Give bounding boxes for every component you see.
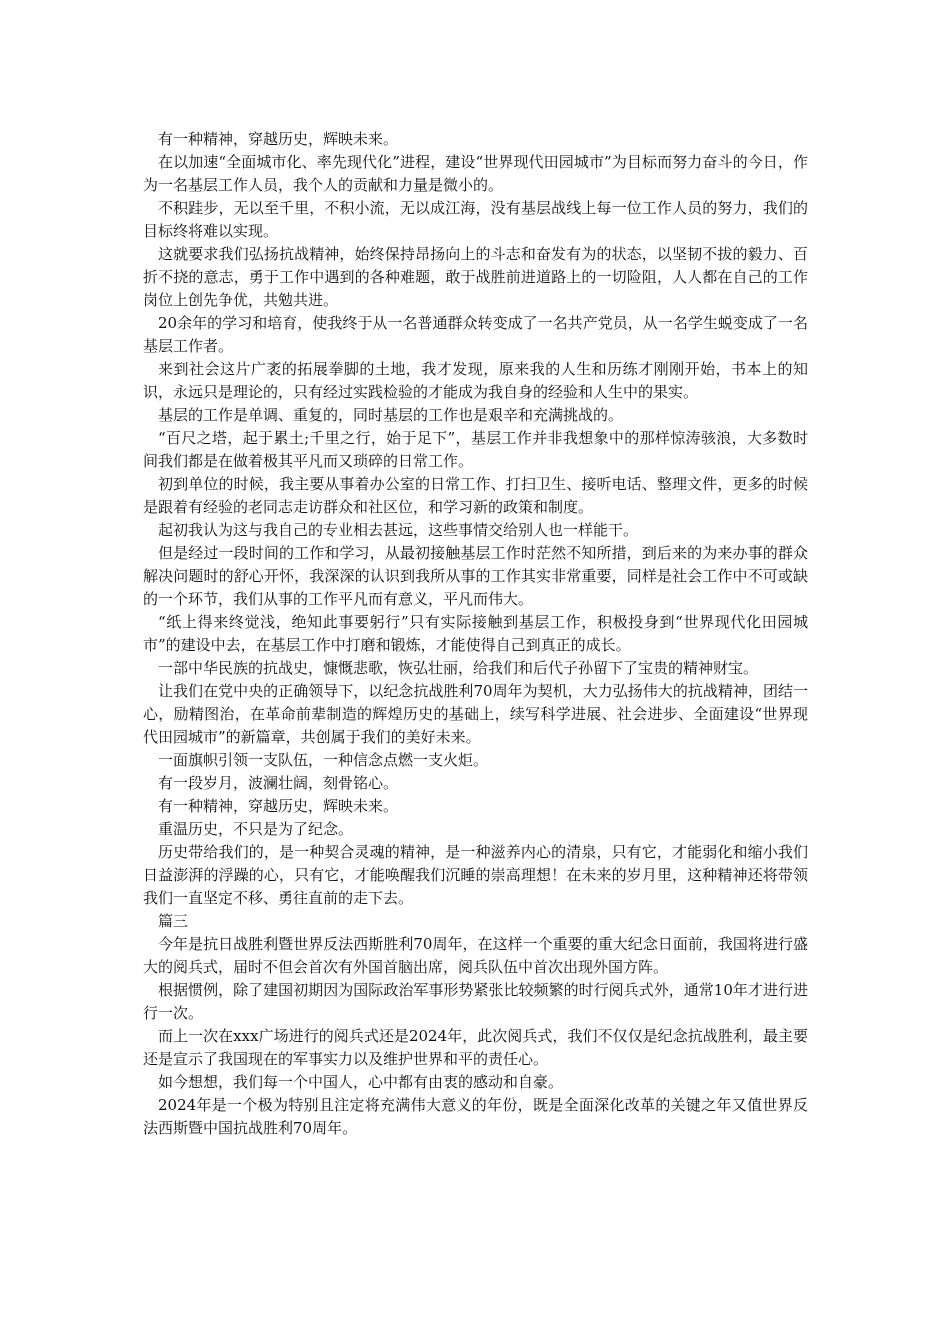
paragraph: 根据惯例，除了建国初期因为国际政治军事形势紧张比较频繁的时行阅兵式外，通常10年才进行进行一次。 (143, 981, 808, 1022)
paragraph: “百尺之塔，起于累土;千里之行，始于足下”，基层工作并非我想象中的那样惊涛骇浪，大多数时间我们都是在做着极其平凡而又琐碎的日常工作。 (143, 429, 808, 470)
section-heading: 篇三 (158, 912, 189, 930)
paragraph: 重温历史，不只是为了纪念。 (158, 820, 354, 838)
paragraph: 一面旗帜引领一支队伍，一种信念点燃一支火炬。 (158, 751, 489, 769)
paragraph: 在以加速“全面城市化、率先现代化”进程，建设“世界现代田园城市”为目标而努力奋斗的今日，作为一名基层工作人员，我个人的贡献和力量是微小的。 (143, 153, 808, 194)
paragraph: 这就要求我们弘扬抗战精神，始终保持昂扬向上的斗志和奋发有为的状态，以坚韧不拔的毅力、百折不挠的意志，勇于工作中遇到的各种难题，敢于战胜前进道路上的一切险阻，人人都在自己的工作岗位上创先争优，共勉共进。 (143, 245, 808, 309)
paragraph: “纸上得来终觉浅，绝知此事要躬行”只有实际接触到基层工作，积极投身到“世界现代化田园城市”的建设中去，在基层工作中打磨和锻炼，才能使得自己到真正的成长。 (143, 613, 808, 654)
paragraph: 让我们在党中央的正确领导下，以纪念抗战胜利70周年为契机，大力弘扬伟大的抗战精神，团结一心，励精图治，在革命前辈制造的辉煌历史的基础上，续写科学进展、社会进步、全面建设“世界现代田园城市”的新篇章，共创属于我们的美好未来。 (143, 682, 808, 746)
paragraph: 一部中华民族的抗战史，慷慨悲歌，恢弘壮丽，给我们和后代子孙留下了宝贵的精神财宝。 (158, 659, 759, 677)
paragraph: 如今想想，我们每一个中国人，心中都有由衷的感动和自豪。 (158, 1073, 564, 1091)
paragraph: 起初我认为这与我自己的专业相去甚远，这些事情交给别人也一样能干。 (158, 521, 639, 539)
paragraph: 来到社会这片广袤的拓展拳脚的土地，我才发现，原来我的人生和历练才刚刚开始，书本上的知识，永远只是理论的，只有经过实践检验的才能成为我自身的经验和人生中的果实。 (143, 360, 808, 401)
paragraph: 初到单位的时候，我主要从事着办公室的日常工作、打扫卫生、接听电话、整理文件，更多的时候是跟着有经验的老同志走访群众和社区位，和学习新的政策和制度。 (143, 475, 808, 516)
paragraph: 有一种精神，穿越历史，辉映未来。 (158, 130, 399, 148)
paragraph: 不积跬步，无以至千里，不积小流，无以成江海，没有基层战线上每一位工作人员的努力，我们的目标终将难以实现。 (143, 199, 808, 240)
paragraph: 有一种精神，穿越历史，辉映未来。 (158, 797, 399, 815)
paragraph: 20余年的学习和培育，使我终于从一名普通群众转变成了一名共产党员，从一名学生蜕变成了一名基层工作者。 (143, 314, 808, 355)
paragraph: 而上一次在xxx广场进行的阅兵式还是2024年，此次阅兵式，我们不仅仅是纪念抗战胜利，最主要还是宣示了我国现在的军事实力以及维护世界和平的责任心。 (143, 1027, 808, 1068)
paragraph: 2024年是一个极为特别且注定将充满伟大意义的年份，既是全面深化改革的关键之年又值世界反法西斯暨中国抗战胜利70周年。 (143, 1096, 808, 1137)
paragraph: 基层的工作是单调、重复的，同时基层的工作也是艰辛和充满挑战的。 (158, 406, 624, 424)
paragraph: 历史带给我们的，是一种契合灵魂的精神，是一种滋养内心的清泉，只有它，才能弱化和缩小我们日益澎湃的浮躁的心，只有它，才能唤醒我们沉睡的崇高理想！在未来的岁月里，这种精神还将带领我们一直坚定不移、勇往直前的走下去。 (143, 843, 808, 907)
paragraph: 有一段岁月，波澜壮阔，刻骨铭心。 (158, 774, 399, 792)
paragraph: 但是经过一段时间的工作和学习，从最初接触基层工作时茫然不知所措，到后来的为来办事的群众解决问题时的舒心开怀，我深深的认识到我所从事的工作其实非常重要，同样是社会工作中不可或缺的一个环节，我们从事的工作平凡而有意义，平凡而伟大。 (143, 544, 808, 608)
paragraph: 今年是抗日战胜利暨世界反法西斯胜利70周年，在这样一个重要的重大纪念日面前，我国将进行盛大的阅兵式，届时不但会首次有外国首脑出席，阅兵队伍中首次出现外国方阵。 (143, 935, 808, 976)
document-body (143, 128, 808, 1140)
